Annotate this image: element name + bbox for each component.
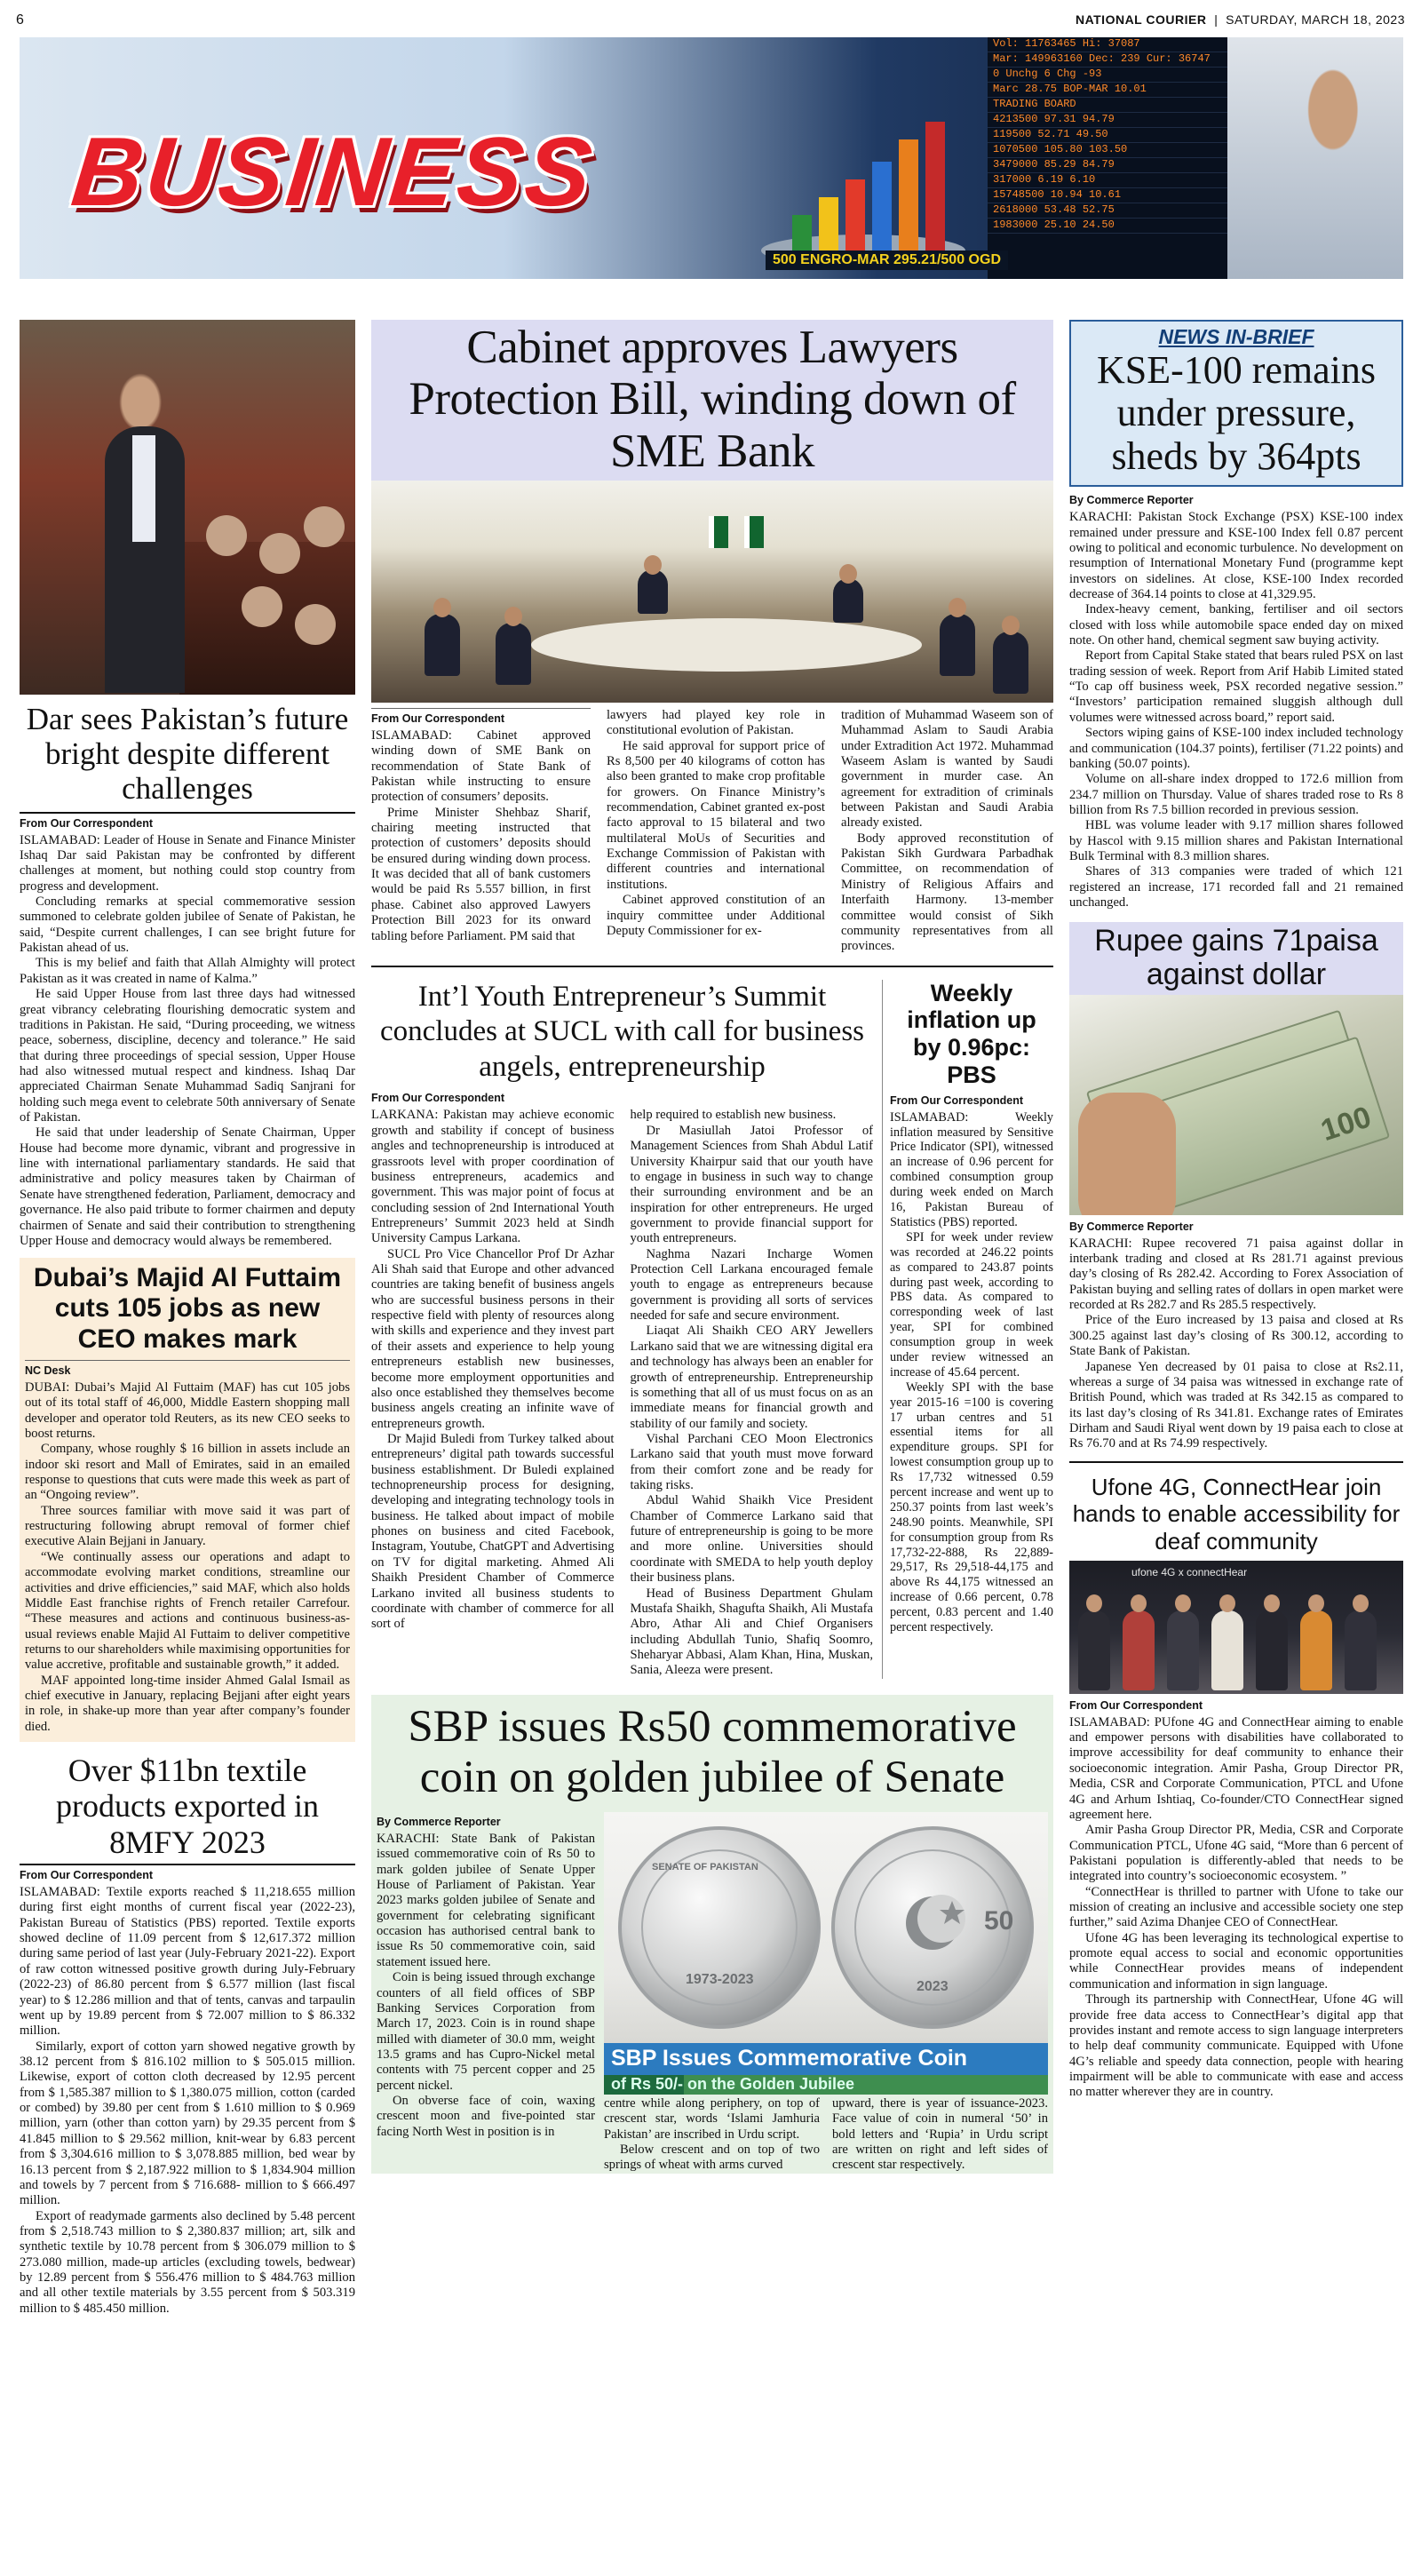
sbp-left-col (377, 1812, 595, 2174)
cabinet-headline-box (371, 320, 1053, 481)
attendee-face (1175, 1594, 1191, 1612)
weekly-headline: Weekly inflation up by 0.96pc: PBS (907, 979, 1036, 1088)
dubai-body (25, 1380, 350, 1735)
paragraph: Below crescent and on top of two springs of wheat with arms curved (604, 2143, 820, 2173)
paragraph: Three sources familiar with move said it was part of restructuring following abrupt removal of former chief executive Alain Bejjani in January. (25, 1503, 350, 1549)
paragraph: On obverse face of coin, waxing crescent moon and five-pointed star facing North West in position is in (377, 2094, 595, 2139)
paragraph: He said approval for support price of Rs 8,500 per 40 kilograms of cotton has also been granted to make crop profitable for growers. On Finance Ministry’s recommendation, Cabinet granted ex-post facto approval to 15 bilateral and two multilateral MoUs of Securities and Exchange Commission of Pakistan with different countries and international institutions. (607, 738, 825, 892)
dar-headline: Dar sees Pakistan’s future bright despite different challenges (26, 702, 349, 807)
paragraph: SUCL Pro Vice Chancellor Prof Dr Azhar Ali Shah said that Europe and other advanced countries are taking benefit of business angels who are successful business persons in their respective field with plenty of resources along with skills and experience and they invest part of their assets and experience to help young entrepreneurs establish new businesses, become more employment opportunities and also once established they themselves become business angels creating an infinite wave of entrepreneurs growth. (371, 1246, 615, 1431)
dar-photo (20, 320, 355, 695)
paragraph: SPI for week under review was recorded at 246.22 points as compared to 243.87 points during past week, according to PBS data. As compared to corresponding week of last year, SPI for combined consumption group in week under review witnessed an increase of 45.64 percent. (890, 1229, 1053, 1379)
ticker-row: 4213500 97.31 94.79 (988, 113, 1254, 128)
paragraph: Dr Majid Buledi from Turkey talked about entrepreneurs’ digital path towards successful business establishment. Dr Buledi explained technopreneurship process for designing, developing and integrating technology tools in business. He talked about impact of mobile phones on business and cited Facebook, Instagram, Youtube, ChatGPT and Advertising on TV for digital marketing. Ahmed Ali Shaikh President Chamber of Commerce Larkano invited all business students to coordinate with chamber of commerce for all sort of (371, 1431, 615, 1632)
audience-member (295, 604, 336, 645)
meeting-table (531, 618, 922, 672)
flag-icon (709, 516, 728, 548)
cabinet-col-3 (841, 708, 1053, 955)
cabinet-col-2 (607, 708, 825, 955)
ticker-row: 119500 52.71 49.50 (988, 128, 1254, 143)
paragraph: Shares of 313 companies were traded of which 121 registered an increase, 171 recorded fall and 21 remained unchanged. (1069, 864, 1403, 910)
attendee-face (1131, 1594, 1147, 1612)
audience-member (304, 506, 345, 547)
paragraph: ISLAMABAD: Weekly inflation measured by Sensitive Price Indicator (SPI), witnessed an increase of 0.96 percent for combined consumption group during week ended on March 16, Pakistan Bureau of Statistics (PBS) reported. (890, 1109, 1053, 1229)
youth-headline: Int’l Youth Entrepreneur’s Summit concludes at SUCL with call for business angels, entrepreneurship (379, 980, 864, 1083)
paragraph: Liaqat Ali Shaikh CEO ARY Jewellers Larkano said that we are witnessing digital era and technology has always been an enabler for growth of entrepreneurship. Entrepreneurship is something that all of us must focus on as an immediate means for financial growth and stability of our family and society. (630, 1324, 873, 1431)
coin-face-value: 50 (984, 1905, 1014, 1936)
flag-icon (744, 516, 764, 548)
divider (20, 812, 355, 814)
ticker-row: TRADING BOARD (988, 98, 1254, 113)
paragraph: Concluding remarks at special commemorative session summoned to celebrate golden jubilee of Senate of Pakistan, he said, “Despite current challenges, I can see bright future for Pakistan ahead of us. (20, 894, 355, 956)
attendee (496, 623, 531, 685)
paragraph: ISLAMABAD: PUfone 4G and ConnectHear aiming to enable and empower persons with disabilities have collaborated to improve accessibility for deaf community to enhance their socioeconomic integration. Amir Pasha, Group Director PR, Media, CSR and Corporate Communication, PTCL and Ufone 4G and Arhum Ishtiaq, Co-founder/CTO ConnectHear signed agreement here. (1069, 1714, 1403, 1822)
paragraph: HBL was volume leader with 9.17 million shares followed by Hascol with 9.15 million shares and Pakistan International Bulk Terminal with 8.3 million shares. (1069, 818, 1403, 864)
coin-label: SENATE OF PAKISTAN (652, 1861, 758, 1872)
paragraph: Export of readymade garments also declined by 5.48 percent from $ 2,518.743 million to $ 2,380.837 million; art, silk and synthetic textile by 10.78 percent from $ 306.079 million to $ 273.080 million, made-up articles (excluding towels, bedwear) by 12.89 percent from $ 556.476 million to $ 484.763 million and all other textile materials by 3.55 percent from $ 503.319 million to $ 485.450 million. (20, 2208, 355, 2316)
divider (371, 966, 1053, 967)
sbp-headline: SBP issues Rs50 commemorative coin on golden jubilee of Senate (408, 1701, 1017, 1802)
attendee-face (433, 598, 451, 617)
paragraph: ISLAMABAD: Leader of House in Senate and Finance Minister Ishaq Dar said Pakistan may be confronted by different challenges at moment, but nothing could stop country from progress and development. (20, 832, 355, 894)
paper-name: NATIONAL COURIER (1075, 12, 1207, 27)
sbp-byline: By Commerce Reporter (377, 1815, 501, 1828)
divider (20, 1864, 355, 1865)
ticker-row: Marc 28.75 BOP-MAR 10.01 (988, 83, 1254, 98)
bar-graphic-icon (757, 117, 979, 268)
cabinet-byline: From Our Correspondent (371, 712, 505, 725)
attendee (993, 632, 1028, 694)
kse-body (1069, 510, 1403, 910)
paragraph: Coin is being issued through exchange counters of all field offices of SBP Banking Services Corporation from March 17, 2023. Coin is in round shape milled with diameter of 30.0 mm, weight 13.5 grams and has Cupro-Nickel metal contents with 75 percent copper and 25 percent nickel. (377, 1970, 595, 2093)
paragraph: ISLAMABAD: Textile exports reached $ 11,218.655 million during first eight months of current fiscal year (2022-23), Pakistan Bureau of Statistics (PBS) reported. Textile exports showed decline of 11.09 percent from $ 12,617.372 million during same period of last year (July-February 2021-22). Export of raw cotton witnessed positive growth during July-February (2022-23) of 86.80 percent from $ 6.577 million (last fiscal year) to $ 12.286 million and that of tents, canvas and tarpaulin went up by 19.89 percent from $ 72.007 million to $ 86.332 million. (20, 1885, 355, 2039)
cabinet-col-1 (371, 708, 591, 955)
paragraph: Japanese Yen decreased by 01 paisa to close at Rs2.11, whereas a surge of 34 paisa was witnessed in exchange rate of British Pound, which was traded at Rs 342.15 as compared to its last day’s closing of Rs 341.81. Exchange rates of Emirates Dirham and Saudi Riyal went down by 19 paisa each to close at Rs 76.70 and at Rs 74.99 respectively. (1069, 1359, 1403, 1451)
paragraph: “We continually assess our operations and adapt to accommodate evolving market conditions, streamline our activities and drive efficiencies,” said MAF, which also holds Middle East franchise rights of French retailer Carrefour. “These measures and actions and continuous business-as-usual reviews enable Majid Al Futtaim to deliver competitive returns to our shareholders while maximising opportunities for value accretive, profitable and sustainable growth,” it added. (25, 1549, 350, 1673)
ufone-headline: Ufone 4G, ConnectHear join hands to enable accessibility for deaf community (1072, 1473, 1401, 1555)
attendee (1123, 1610, 1155, 1690)
textile-headline: Over $11bn textile products exported in 8MFY 2023 (56, 1753, 319, 1860)
paragraph: Amir Pasha Group Director PR, Media, CSR and Corporate Communication PTCL, Ufone 4G said, “More than 6 percent of Pakistani population is differently-abled that needs to be integrated into country’s socioeconomic ecosystem. ” (1069, 1823, 1403, 1884)
attendee-face (949, 598, 966, 617)
audience-member (259, 533, 300, 574)
attendee-face (1353, 1594, 1369, 1612)
ufone-byline: From Our Correspondent (1069, 1698, 1203, 1712)
dubai-headline: Dubai’s Majid Al Futtaim cuts 105 jobs as new CEO makes mark (33, 1263, 342, 1354)
masthead-strip (16, 7, 1405, 34)
ufone-banner-text: ufone 4G x connectHear (1131, 1565, 1248, 1578)
youth-article (371, 980, 873, 1679)
coin-years: 1973-2023 (686, 1971, 754, 1987)
ticker-row: 317000 6.19 6.10 (988, 173, 1254, 188)
ufone-photo (1069, 1561, 1403, 1694)
paragraph: Cabinet approved constitution of an inquiry committee under Additional Deputy Commissioner for ex- (607, 893, 825, 938)
paragraph: Price of the Euro increased by 13 paisa and closed at Rs 300.25 against last day’s closing of Rs 300.12, according to State Bank of Pakistan. (1069, 1313, 1403, 1359)
paper-info (1076, 12, 1405, 27)
attendee-face (1308, 1594, 1324, 1612)
rupee-headline-box (1069, 922, 1403, 995)
paragraph: Through its partnership with ConnectHear, Ufone 4G will provide free data access to ConnectHear’s digital app that provides instant and remote access to sign language interpreters to help deaf community communicate. Equipped with Ufone 4G’s reliable and speedy data connection, people with hearing impairment will be able to communicate with ease and access no matter wherever they are in country. (1069, 1992, 1403, 2100)
paragraph: This is my belief and faith that Allah Almighty will protect Pakistan as it was created in name of Kalma.” (20, 956, 355, 986)
left-column (20, 320, 355, 2317)
coin-caption-strip: SBP Issues Commemorative Coin (604, 2043, 1048, 2075)
page-number: 6 (16, 12, 24, 28)
dar-byline: From Our Correspondent (20, 816, 154, 830)
paragraph: “ConnectHear is thrilled to partner with Ufone to take our mission of creating an inclusive and accessible society one step further,” said Azima Dhanjee CEO of ConnectHear. (1069, 1884, 1403, 1930)
weekly-byline: From Our Correspondent (890, 1093, 1024, 1107)
paragraph: Volume on all-share index dropped to 172.6 million from 234.7 million on Thursday. Value of shares traded rose to Rs 8 billion from Rs 7.5 billion recorded in previous session. (1069, 772, 1403, 817)
right-column (1069, 320, 1403, 2101)
attendee (940, 614, 975, 676)
crescent-star-icon (897, 1883, 977, 1963)
trader-photo (1227, 37, 1403, 279)
kse-headline: KSE-100 remains under pressure, sheds by 364pts (1096, 348, 1377, 478)
news-in-brief-box (1069, 320, 1403, 487)
youth-body (371, 1108, 873, 1678)
divider (1069, 1461, 1403, 1463)
attendee (425, 614, 460, 676)
youth-col-1 (371, 1108, 615, 1678)
paragraph: DUBAI: Dubai’s Majid Al Futtaim (MAF) has cut 105 jobs out of its total staff of 46,000, Middle Eastern shopping mall developer and operator told Reuters, as its new CEO seeks to boost returns. (25, 1379, 350, 1441)
paragraph: Index-heavy cement, banking, fertiliser and oil sectors closed with loss while automobile space ended day on mixed note. On other hand, chemical segment saw buying activity. (1069, 602, 1403, 648)
attendee (1345, 1610, 1377, 1690)
attendee (638, 569, 668, 614)
paragraph: KARACHI: State Bank of Pakistan issued commemorative coin of Rs 50 to mark golden jubilee of Senate Upper House of Parliament of Pakistan. Year 2023 marks golden jubilee of Senate and government for celebrating significant occasion has authorised central bank to issue Rs 50 commemorative coin, said statement issued here. (377, 1831, 595, 1969)
attendee-face (1219, 1594, 1235, 1612)
attendee (1078, 1610, 1110, 1690)
divider (371, 708, 591, 709)
currency-photo (1069, 995, 1403, 1215)
paragraph: LARKANA: Pakistan may achieve economic growth and stability if concept of business angles and technopreneurship is introduced at grassroots level with proper coordination of business entrepreneurs, academics and government. This was major point of focus at concluding session of 2nd International Youth Entrepreneurs’ Summit 2023 held at Sindh University Campus Larkana. (371, 1108, 615, 1246)
cabinet-body (371, 708, 1053, 955)
sbp-right-col-2 (832, 2096, 1048, 2174)
section-banner (20, 37, 1403, 279)
paragraph: MAF appointed long-time insider Ahmed Galal Ismail as chief executive in January, replacing Bejjani after eight years in role, in shake-up more than year after company’s founder died. (25, 1673, 350, 1734)
paragraph: KARACHI: Rupee recovered 71 paisa against dollar in interbank trading and closed at Rs 281.71 against previous day’s closing of Rs 282.42. According to Forex Association of Pakistan buying and selling rates of dollars in open market were recorded at Rs 282.7 and Rs 285.5 respectively. (1069, 1236, 1403, 1313)
speaker-shirt (132, 435, 155, 542)
attendee-face (839, 564, 857, 584)
hand (1078, 1093, 1176, 1215)
ticker-row: 1070500 105.80 103.50 (988, 143, 1254, 158)
kse-byline: By Commerce Reporter (1069, 494, 1194, 507)
paragraph: Report from Capital Stake stated that bears ruled PSX on last trading session of week. Report from Arif Habib Limited stated “To cap off business week, PSX recorded negative session.” “Investors’ participation remained sluggish although dull volumes were witnessed across board,” report said. (1069, 648, 1403, 725)
paragraph: Ufone 4G has been leveraging its technological expertise to promote equal access to social and economic opportunities while ConnectHear provides means of independent communication and information in sign language. (1069, 1930, 1403, 1992)
attendee (833, 578, 863, 623)
ticker-row: 15748500 10.94 10.61 (988, 188, 1254, 203)
section-title: BUSINESS (67, 117, 599, 227)
rupee-byline: By Commerce Reporter (1069, 1220, 1194, 1233)
audience-member (242, 586, 282, 627)
paragraph: ISLAMABAD: Cabinet approved winding down of SME Bank on recommendation of State Bank of Pakistan while instructing to ensure protection of consumers’ deposits. (371, 727, 591, 805)
paragraph: Company, whose roughly $ 16 billion in assets include an indoor ski resort and Mall of Emirates, said in an emailed response to questions that cuts were made this week as part of an “Ongoing review”. (25, 1442, 350, 1503)
ticker-row: 3479000 85.29 84.79 (988, 158, 1254, 173)
paragraph: He said that under leadership of Senate Chairman, Upper House had become more dynamic, vibrant and progressive in line with international parliamentary standards. He said that administrative and policy measures taken by Chairman of Senate have strengthened federation, Parliament, democracy and governance. He also paid tribute to former chairmen and deputy chairmen of Senate and said their contribution to strengthening Upper House and democracy would always be remembered. (20, 1125, 355, 1248)
divider (25, 1360, 350, 1361)
paragraph: Body approved reconstitution of Pakistan Sikh Gurdwara Parbadhak Committee, on recommendation of Ministry of Religious Affairs and Interfaith Harmony. 13-member committee would consist of Sikh community representatives from all provinces. (841, 831, 1053, 954)
ticker-bottom: 500 ENGRO-MAR 295.21/500 OGD (766, 250, 1008, 270)
coin-obverse (618, 1826, 821, 2029)
cabinet-meeting-photo (371, 481, 1053, 703)
ticker-row: Mar: 149963160 Dec: 239 Cur: 36747 (988, 52, 1254, 68)
youth-byline: From Our Correspondent (371, 1092, 505, 1105)
textile-byline: From Our Correspondent (20, 1869, 154, 1882)
attendee-face (1002, 616, 1020, 635)
youth-and-weekly (371, 980, 1053, 1679)
sbp-right-col-1 (604, 2096, 820, 2174)
attendee (1300, 1610, 1332, 1690)
sbp-body (371, 1812, 1053, 2174)
paragraph: KARACHI: Pakistan Stock Exchange (PSX) KSE-100 index remained under pressure and KSE-100 Index fell 0.87 percent owing to political and economic turbulence. No development on resumption of International Monetary Fund (programme kept investors on sidelines. At close, KSE-100 Index recorded decrease of 364.14 points to close at 41,329.95. (1069, 510, 1403, 601)
ticker-row: Vol: 11763465 Hi: 37087 (988, 37, 1254, 52)
paragraph: help required to establish new business. (630, 1108, 837, 1123)
cabinet-headline: Cabinet approves Lawyers Protection Bill, winding down of SME Bank (409, 322, 1016, 477)
rupee-body (1069, 1236, 1403, 1452)
ticker-row: 2618000 53.48 52.75 (988, 203, 1254, 219)
coin-reverse (831, 1826, 1034, 2029)
attendee-face (644, 555, 662, 575)
news-in-brief-label: NEWS IN-BRIEF (1158, 325, 1314, 348)
paragraph: upward, there is year of issuance-2023. Face value of coin in numeral ‘50’ in bold letters and ‘Rupia’ in Urdu script are written on right and left sides of crescent star respectively. (832, 2095, 1048, 2173)
paragraph: Abdul Wahid Shaikh Vice President Chamber of Commerce Larkano said that future of entrepreneurship is going to be more and more online. Universities should coordinate with SMEDA to help youth deploy their business plans. (630, 1493, 873, 1586)
attendee (1211, 1610, 1243, 1690)
coin-caption-strip-2: of Rs 50/- on the Golden Jubilee (604, 2075, 1048, 2095)
paragraph: Prime Minister Shehbaz Sharif, chairing meeting instructed that protection of customers’ deposits should be ensured during winding down process. It was decided that all of bank customers would be paid Rs 5.557 billion, in first phase. Cabinet also approved Lawyers Protection Bill 2023 for its onward tabling before Parliament. PM said that (371, 805, 591, 943)
separator: | (1214, 12, 1219, 27)
ticker-board (988, 37, 1254, 279)
banknote-value: 100 (1316, 1100, 1376, 1148)
paragraph: Weekly SPI with the base year 2015-16 =100 is covering 17 urban centres and 51 essential items for all expenditure groups. SPI for lowest consumption group up to Rs 17,732 witnessed 0.59 percent increase and went up to 250.37 points from last week’s 248.90 points. Meanwhile, SPI for consumption group from Rs 17,732-22-888, Rs 22,889-29,517, Rs 29,518-44,175 and above Rs 44,175 witnessed an increase of 0.66 percent, 0.78 percent, 0.83 percent and 1.40 percent respectively. (890, 1379, 1053, 1634)
textile-body (20, 1885, 355, 2317)
paragraph: lawyers had played key role in constitutional evolution of Pakistan. (607, 707, 825, 738)
sbp-right-col (604, 1812, 1048, 2174)
ufone-headline-box (1069, 1474, 1403, 1555)
paragraph: Similarly, export of cotton yarn showed negative growth by 38.12 percent from $ 816.102 million to $ 505.015 million. Likewise, export of cotton cloth decreased by 12.95 percent from $ 1,585.387 million to $ 1,380.075 million, cotton (carded or combed) by 39.80 per cent from $ 1.610 million to $ 0.969 million, yarn (other than cotton yarn) by 29.35 percent from $ 41.845 million to $ 29.562 million, knit-wear by 6.83 percent from $ 3,304.616 million to $ 3,078.885 million, bed wear by 16.13 percent from $ 2,187.922 million to $ 1,834.904 million and towels by 7 percent from $ 716.688- million to $ 666.497 million. (20, 2039, 355, 2208)
attendee (1256, 1610, 1288, 1690)
audience-member (206, 515, 247, 556)
ufone-body (1069, 1715, 1403, 2101)
ticker-row: 0 Unchg 6 Chg -93 (988, 68, 1254, 83)
attendee (1167, 1610, 1199, 1690)
attendee-face (1086, 1594, 1102, 1612)
issue-date: SATURDAY, MARCH 18, 2023 (1226, 12, 1405, 27)
paragraph: centre while along periphery, on top of crescent star, words ‘Islami Jamhuria Pakistan’ are inscribed in Urdu script. (604, 2095, 820, 2142)
coin-photo (604, 1812, 1048, 2043)
middle-column (371, 320, 1053, 2174)
paragraph: Dr Masiullah Jatoi Professor of Management Sciences from Shah Abdul Latif University Khairpur said that our youth have to engage in business in such way to change their surrounding environment and be an inspiration for other entrepreneurs. He urged government to provide financial support for youth entrepreneurs. (630, 1123, 873, 1246)
sbp-box (371, 1695, 1053, 2174)
paragraph: He said Upper House from last three days had witnessed great vibrancy celebrating flourishing democratic system and traditions in Pakistan. He said, “During proceeding, we witness peace, soberness, discipline, decency and tolerance.” He said that during three proceedings of special session, Upper House had also witnessed mutual respect and kindness. Ishaq Dar appreciated Chairman Senate Muhammad Sadiq Sanjrani for holding such mega event to celebrate 50th anniversary of Senate of Pakistan. (20, 987, 355, 1125)
youth-col-2 (631, 1108, 874, 1678)
dubai-box (20, 1258, 355, 1742)
weekly-article (882, 980, 1053, 1679)
coin-year: 2023 (917, 1978, 949, 1994)
rupee-headline: Rupee gains 71paisa against dollar (1094, 923, 1378, 991)
attendee-face (504, 607, 522, 626)
sbp-right-text (604, 2096, 1048, 2174)
ticker-row: 1983000 25.10 24.50 (988, 219, 1254, 234)
paragraph: Vishal Parchani CEO Moon Electronics Larkano said that youth must move forward from their comfort zone and be ready for taking risks. (630, 1431, 873, 1493)
dubai-byline: NC Desk (25, 1364, 71, 1377)
weekly-body (890, 1110, 1053, 1635)
paragraph: Sectors wiping gains of KSE-100 index included technology and communication (104.37 points), fertiliser (71.22 points) and banking (50.07 points). (1069, 726, 1403, 771)
paragraph: tradition of Muhammad Waseem son of Muhammad Aslam to Saudi Arabia under Extradition Act 1972. Muhammad Waseem Aslam is wanted by Saudi government in murder case. An agreement for extradition of criminals between Pakistan and Saudi Arabia already existed. (841, 707, 1053, 831)
attendee-face (1264, 1594, 1280, 1612)
paragraph: Head of Business Department Ghulam Mustafa Shaikh, Shagufta Shaikh, Ali Mustafa Abro, Athar Ali and Chief Organisers including Abdullah Tunio, Shafiq Soomro, Sheharyar Abbasi, Alam Khan, Hina, Muskan, Sania, Aleeza were present. (630, 1586, 873, 1678)
dar-body (20, 833, 355, 1250)
paragraph: Naghma Nazari Incharge Women Protection Cell Larkana encouraged female youth to engage as entrepreneurs because government is providing all sorts of services needed for safe and secure environment. (630, 1246, 873, 1324)
